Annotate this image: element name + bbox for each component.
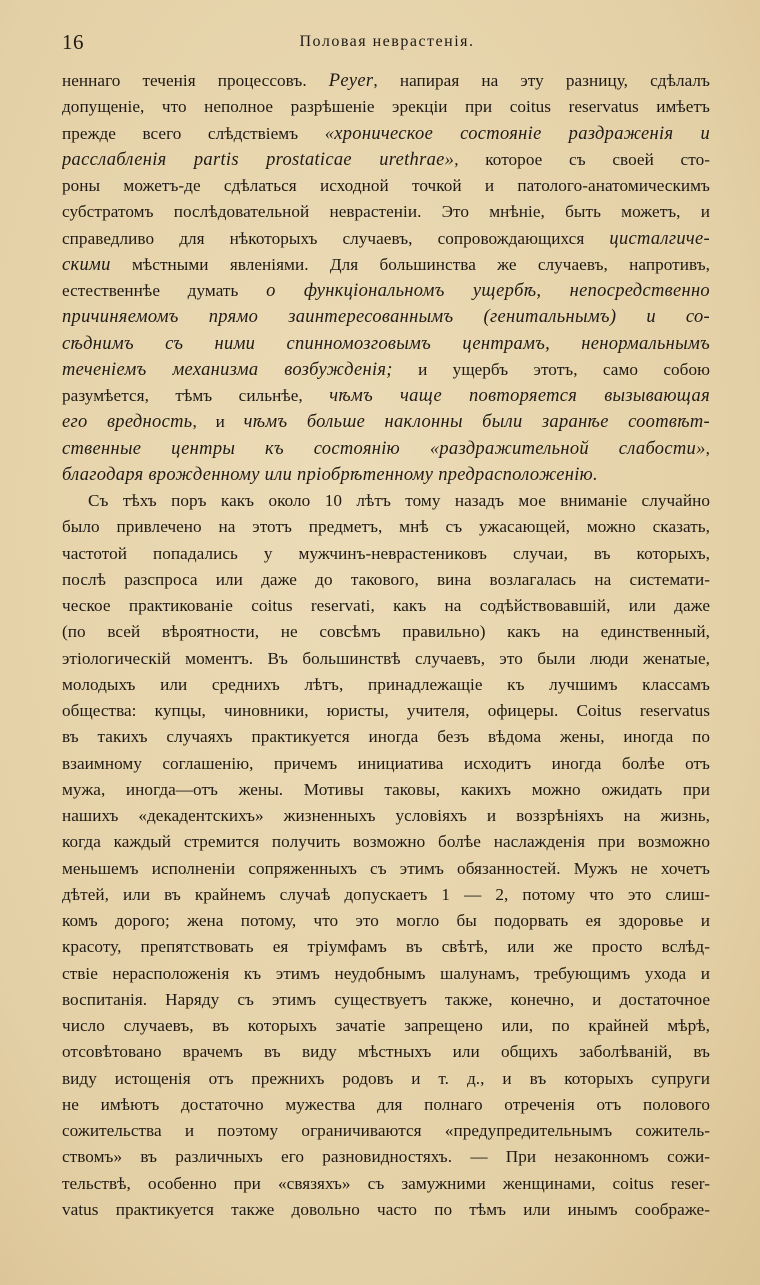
text-segment: мужа, иногда—отъ жены. Мотивы таковы, какихъ можно ожидать при [62, 779, 710, 799]
text-segment: субстратомъ послѣдовательной неврастеніи. Это мнѣніе, быть можетъ, и [62, 202, 710, 222]
text-segment: мѣстными явленіями. Для большинства же случаевъ, напротивъ, [110, 254, 710, 274]
text-segment: разумѣется, тѣмъ сильнѣе, [62, 386, 330, 405]
text-segment: дѣтей, или въ крайнемъ случаѣ допускаетъ 1 — 2, потому что это слиш- [62, 884, 710, 904]
emphasized-text: ственные центры къ состоянію «раздражительной слабости» [62, 438, 706, 459]
text-line [62, 409, 710, 435]
emphasized-text: теченіемъ механизма возбужденія; [62, 359, 393, 380]
text-line [62, 331, 710, 357]
emphasized-text: благодаря врожденному или пріобрѣтенному предрасположенію. [62, 464, 598, 485]
text-line [62, 226, 710, 252]
text-segment: общества: купцы, чиновники, юристы, учителя, офицеры. Coitus reservatus [62, 701, 710, 720]
text-line [62, 646, 710, 672]
emphasized-text: сѣднимъ съ ними спинномозговымъ центрамъ, ненормальнымъ [62, 333, 710, 354]
text-line [62, 803, 710, 829]
page-header [62, 30, 712, 56]
text-line [62, 541, 710, 567]
text-line [62, 882, 710, 908]
text-segment: воспитанія. Наряду съ этимъ существуетъ также, конечно, и достаточное [62, 989, 710, 1009]
text-segment: ческое практикованіе coitus reservati, какъ на содѣйствовавшій, или даже [62, 596, 710, 615]
text-line [62, 147, 710, 173]
text-line [62, 1144, 710, 1170]
text-segment: этіологическій моментъ. Въ большинствѣ случаевъ, это были люди женатые, [62, 648, 710, 668]
text-segment: нашихъ «декадентскихъ» жизненныхъ условіяхъ и воззрѣніяхъ на жизнь, [62, 806, 710, 825]
text-segment: число случаевъ, въ которыхъ зачатіе запрещено или, по крайней мѣрѣ, [62, 1016, 710, 1035]
text-line [62, 278, 710, 304]
text-line [62, 908, 710, 934]
emphasized-text: Peyer [328, 71, 374, 91]
text-segment: , напирая на эту разницу, сдѣлалъ [373, 71, 710, 90]
text-segment: естественнѣе думать [62, 281, 267, 300]
text-line [62, 987, 710, 1013]
running-title: Половая неврастенія. [299, 33, 475, 50]
text-line [62, 1013, 710, 1039]
text-line [62, 829, 710, 855]
text-line [62, 777, 710, 803]
text-line [62, 357, 710, 383]
text-segment: справедливо для нѣкоторыхъ случаевъ, сопровождающихся [62, 228, 610, 248]
text-line [62, 567, 710, 593]
text-segment: ствомъ» въ различныхъ его разновидностяхъ. — При незаконномъ сожи- [62, 1147, 710, 1167]
text-line [62, 698, 710, 724]
text-segment: взаимному соглашенію, причемъ инициатива исходитъ иногда болѣе отъ [62, 753, 710, 773]
text-line [62, 121, 710, 147]
text-line [62, 514, 710, 540]
emphasized-text: его вредность [62, 412, 193, 433]
text-segment: (по всей вѣроятности, не совсѣмъ правильно) какъ на единственный, [62, 622, 710, 642]
text-line [62, 619, 710, 645]
emphasized-text: причиняемомъ прямо заинтересованнымъ (генитальнымъ) и со- [62, 307, 710, 328]
text-line [62, 383, 710, 409]
text-line [62, 934, 710, 960]
text-segment: неннаго теченія процессовъ. [62, 71, 329, 90]
text-line [62, 856, 710, 882]
text-segment: въ такихъ случаяхъ практикуется иногда безъ вѣдома жены, иногда по [62, 727, 710, 747]
emphasized-text: «хроническое состояніе раздраженія и [324, 123, 710, 144]
text-line [62, 488, 710, 514]
text-segment: частотой попадались у мужчинъ-неврастениковъ случаи, въ которыхъ, [62, 543, 710, 563]
text-segment: тельствѣ, особенно при «связяхъ» съ замужними женщинами, coitus reser- [62, 1173, 710, 1193]
text-line [62, 672, 710, 698]
text-line [62, 593, 710, 619]
text-line [62, 724, 710, 750]
text-segment: роны можетъ-де сдѣлаться исходной точкой и патолого-анатомическимъ [62, 176, 710, 195]
text-line [62, 751, 710, 777]
text-segment: vatus практикуется также довольно часто по тѣмъ или инымъ соображе- [62, 1199, 710, 1219]
emphasized-text: скими [62, 254, 111, 275]
text-segment: меньшемъ исполненіи сопряженныхъ съ этимъ обязанностей. Мужъ не хочетъ [62, 858, 710, 878]
text-line [62, 94, 710, 120]
text-segment: и ущербъ этотъ, само собою [392, 359, 710, 379]
text-segment: , и [192, 412, 244, 432]
text-line [62, 1039, 710, 1065]
emphasized-text: цисталгиче- [609, 228, 710, 249]
text-line [62, 1171, 710, 1197]
text-segment: , [705, 438, 710, 458]
text-segment: не имѣютъ достаточно мужества для полнаго отреченія отъ полового [62, 1094, 710, 1114]
text-segment: молодыхъ или среднихъ лѣтъ, принадлежащіе къ лучшимъ классамъ [62, 674, 710, 694]
text-line [62, 68, 710, 94]
text-segment: сожительства и поэтому ограничиваются «предупредительнымъ сожитель- [62, 1121, 710, 1140]
text-segment: когда каждый стремится получить возможно болѣе наслажденія при возможно [62, 832, 710, 852]
text-segment: , которое съ своей сто- [454, 149, 710, 169]
text-segment: было привлечено на этотъ предметъ, мнѣ съ ужасающей, можно сказать, [62, 517, 710, 537]
text-line [62, 199, 710, 225]
text-segment: виду истощенія отъ прежнихъ родовъ и т. д., и въ которыхъ супруги [62, 1068, 710, 1088]
text-segment: послѣ разспроса или даже до такового, вина возлагалась на системати- [62, 569, 710, 589]
text-line [62, 304, 710, 330]
emphasized-text: расслабленія partis prostaticae urethrae» [62, 149, 455, 170]
emphasized-text: о функціональномъ ущербѣ, непосредственно [266, 281, 710, 301]
text-line [62, 1197, 710, 1223]
text-segment: комъ дорого; жена потому, что это могло бы подорвать ея здоровье и [62, 911, 710, 930]
body-text [62, 68, 710, 1223]
page-number: 16 [62, 30, 84, 54]
text-line [62, 1066, 710, 1092]
emphasized-text: чѣмъ чаще повторяется вызывающая [329, 386, 710, 406]
text-line [62, 173, 710, 199]
text-line [62, 1092, 710, 1118]
text-segment: ствіе нерасположенія къ этимъ неудобнымъ шалунамъ, требующимъ ухода и [62, 963, 710, 983]
text-segment: красоту, препятствовать ея тріумфамъ въ свѣтѣ, или же просто вслѣд- [62, 937, 710, 957]
emphasized-text: чѣмъ больше наклонны были заранѣе соотвѣт- [243, 412, 710, 433]
text-line [62, 462, 710, 488]
text-segment: отсовѣтовано врачемъ въ виду мѣстныхъ или общихъ заболѣваній, въ [62, 1042, 710, 1062]
text-segment: допущеніе, что неполное разрѣшеніе эрекціи при coitus reservatus имѣетъ [62, 97, 710, 117]
text-line [62, 961, 710, 987]
text-line [62, 252, 710, 278]
text-segment: прежде всего слѣдствіемъ [62, 123, 325, 143]
text-segment: Съ тѣхъ поръ какъ около 10 лѣтъ тому назадъ мое вниманіе случайно [88, 491, 710, 510]
text-line [62, 436, 710, 462]
text-line [62, 1118, 710, 1144]
